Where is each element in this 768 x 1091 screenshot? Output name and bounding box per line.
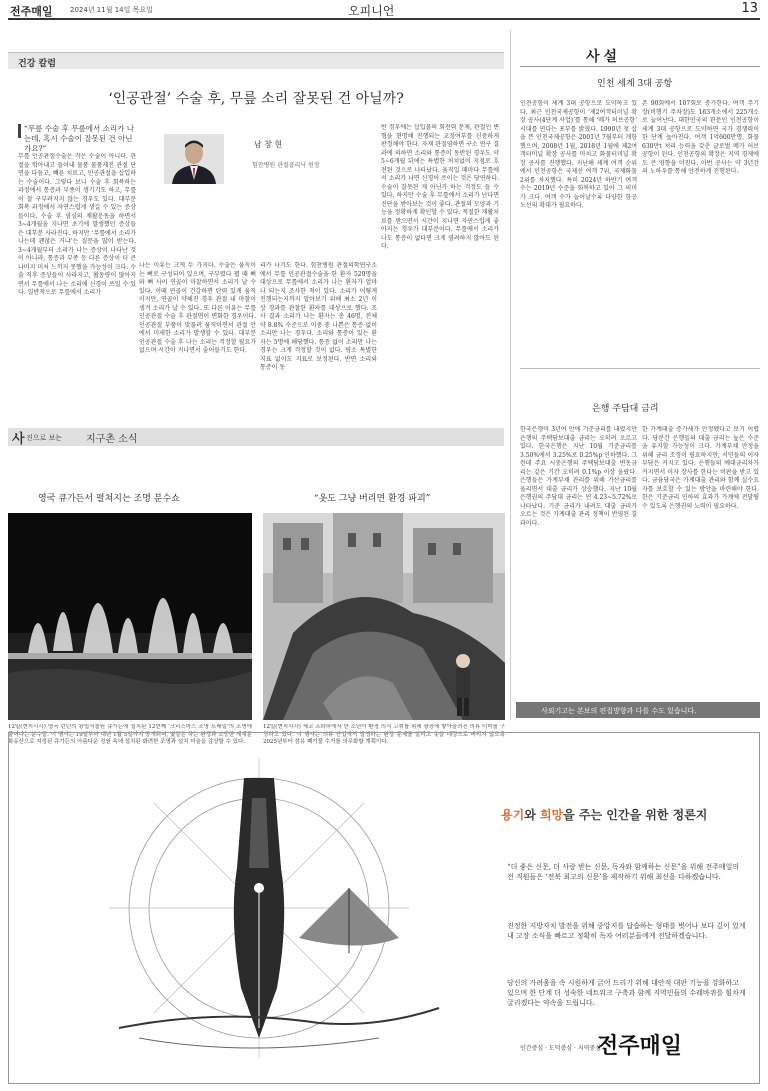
health-column-lead: “무릎 수술 후 무릎에서 소리가 나는데, 혹시 수술이 잘못된 건 아닌가요?” — [24, 124, 134, 153]
clothes-pile-photo — [263, 513, 505, 720]
author-photo — [164, 134, 224, 184]
disclaimer-text: 사외기고는 본보의 편집방향과 다를 수도 있습니다. — [541, 707, 697, 715]
ad-headline-courage: 용기 — [501, 808, 525, 822]
photo-caption-left: 영국 큐가든서 펼쳐지는 조명 분수쇼 — [38, 494, 180, 504]
ad-headline — [501, 806, 707, 823]
editorial-1-body-1: 인천공항이 세계 3대 공항으로 도약하고 있다. 최근 인천국제공항이 ‘제2여객터미널 확장 공사(4단계 사업)’를 통해 ‘메가 허브공항’ 시대를 연다는 포부를 밝혔다. 1990년 첫 삽을 뜬 인천국제공항은 2001년 7월부터 개항했으며, 2008년 1월, 2018년 1월에 제2여객터미널 확장 공사를 마치고 화물터미널 확장 공사를 진행했다. 지난해 세계 여객 순위에서 인천공항은 국제선 여객 7위, 국제화물 2위를 차지했다. 특히 2024년 하반기 여객수는 2019년 수준을 회복하고 있어 그 의미가 크다. 여객 수가 늘어날수록 다양한 항공 노선의 확대가 필요하다. — [520, 100, 637, 209]
health-column-body-2: 나는 이유는 크게 두 가지다. 수술은 움직이는 뼈로 구성되어 있으며, 구부렸다 펼 때 뼈와 뼈 사이 연골이 마찰하면서 소리가 날 수 있다. 이때 연골이 건강하면 탄력 있게 움직이지만, 연골이 약해진 경우 관절 내 마찰이 생겨 소리가 날 수 있다. 또 다른 이유는 무릎인공관절 수술 후 관절면이 변화한 경우이다. 인공관절 부품이 맞물려 움직이면서 관절 안에서 미세한 소리가 발생할 수 있다. 대부분 인공관절 수술 후 나는 소리는 걱정할 필요가 없으며 시간이 지나면서 줄어들기도 한다. — [139, 262, 256, 354]
issue-date: 2024년 11월 14일 목요일 — [70, 6, 153, 14]
ad-logo: 전주매일 — [597, 1034, 683, 1059]
editorial-title: 사설 — [586, 49, 622, 65]
pen-nib-illustration — [19, 738, 489, 1078]
page-number: 13 — [741, 1, 758, 16]
editorial-2-body-1: 한국은행이 3년여 만에 기준금리를 내렸지만 은행의 주택담보대출 금리는 오히려 오르고 있다. 한국은행은 지난 10월 기준금리를 3.50%에서 3.25%로 0.25%p 인하했다. 그런데 주요 시중은행의 주택담보대출 변동금리는 같은 기간 오히려 0.1%p 이상 올랐다. 은행들은 가계부채 관리를 위해 가산금리를 올리면서 대출 금리가 상승했다. 지난 10월 은행권의 주담대 금리는 연 4.23~5.72%로 나타났다. 기준 금리가 내려도 대출 금리가 오르는 것은 가계대출 관리 정책이 반영된 결과이다. — [520, 426, 637, 527]
photo-news-title: 지구촌 소식 — [86, 434, 138, 445]
health-column-body-3: 리가 나기도 한다. 힘찬병원 관절의학연구소에서 무릎 인공관절수술을 한 환자 529명을 대상으로 무릎에서 소리가 나는 환자가 얼마나 되는지 조사한 적이 있다. 소리가 어떻게 진행되는지까지 알아보기 위해 최소 2년 이상 경과를 관찰한 환자를 대상으로 했다. 조사 결과 소리가 나는 환자는 총 46명, 전체 약 8.8% 수준으로 이중 중 나쁜은 통증 없이 소리만 나는 경우다. 소리와 통증이 있는 환자는 5명에 해당했다. 통증 없이 소리만 나는 경우는 크게 걱정할 것이 없다. 평소 특별한 지표 없이도 지표로 보정된다. 반면 소리와 통증이 동 — [260, 262, 377, 371]
editorial-headline-2: 은행 주담대 금리 — [592, 404, 659, 414]
health-column-header — [8, 52, 504, 69]
ad-headline-wa: 와 — [524, 808, 540, 822]
health-column-label: 건강 칼럼 — [18, 59, 56, 69]
photo-news-body-left: 12일(현지시각) 영국 런던의 왕립식물원 큐가든에 설치된 12번째 ‘크리스마스 조명 트레일’의 조명에 불어나는 분수들. 이 행사는 19일부터 내년 1월 5일까지 공개되며, 빛들은 하는 환경과 소중한 세계문화유산으로 지정된 큐가든의 아름다운 정원 속에 설치된 화려한 조명과 설치 미술을 감상할 수 있다. — [8, 724, 252, 745]
editorial-rule — [520, 66, 760, 67]
ad-headline-hope: 희망 — [539, 808, 564, 822]
health-column-body-4: 반 경우에는 삽입물의 회전력 문제, 관절인 변형을 현명해 진행되는 교정여부를 신중하게 판정해야 한다. 자재 관절염하면 구소 연구 결과에 의하면 소리와 통증이 동반된 경우도 약 5~6개월 뒤에는 특별한 처치없이 지점로 호전된 것으로 나타났다. 움직일 때마다 무릎에서 소리가 나면 신경이 쓰이는 것은 당연하다. 수술이 잘못된 게 아닌가 하는 걱정도 들 수 있다. 하지만 수술 후 무릎에서 소리가 난다면 진단을 받아보는 것이 좋다. 관절의 모양과 기능을 정확하게 확인할 수 있다. 적절한 재활치료를 받으면서 시간이 지나면 자연스럽게 좋아지는 경우가 대부분이다. 무릎에서 소리가 나도 통증이 없다면 크게 염려하지 않아도 된다. — [381, 124, 499, 250]
editorial-2-body-2: 한 가계대출 증가세가 안정됐다고 보기 어렵다. 당분간 은행들의 대출 금리는 높은 수준을 유지할 가능성이 크다. 가계부채 안정을 위해 금리 조정이 필요하지만, 서민들의 이자 부담은 커지고 있다. 은행들의 예대금리차가 커지면서 이자 장사를 한다는 비판을 받고 있다. 금융당국은 가계대출 관리와 함께 실수요자를 보호할 수 있는 방안을 마련해야 한다. 한은 기준금리 인하의 효과가 가계에 전달될 수 있도록 은행권의 노력이 필요하다. — [642, 426, 759, 510]
photo-news-header — [8, 428, 504, 446]
photo-news-body-right: 12일(현지시각) 체코 프라하에서 한 소년이 환경 의식 고취를 위해 광장에 쌓아올려진 의류 더미를 구경하고 있다. 이 행사는 의류 산업에서 발생하는 환경 문제를 알리고 옷을 대량으로 버리지 않도록 2025년부터 섬유 폐기물 수거를 의무화할 계획이다. — [263, 724, 505, 745]
lead-quote-bar — [18, 124, 21, 138]
ad-headline-rest: 을 주는 인간을 위한 정론지 — [563, 808, 708, 822]
ad-paragraph-2: 진정한 지방자치 발전을 위해 중앙지를 답습하는 형태를 벗어나 보다 깊이 있게 내 고장 소식을 빠르고 정확히 독자 여러분들에게 전달하겠습니다. — [507, 922, 746, 940]
health-column-body-1: 무릎 인공관절수술은 작은 수술이 아니다. 관절을 깎아내고 들어내 물품 물품재진 관절 단면을 다듬고, 빼른 치료고, 인공관절을 삽입하는 수술이다. 그렇다 보니 수술 후 회복하는 과정에서 통증과 부종이 생기기도 하고, 무릎이 잘 구부려지지 않는 경우도 있다. 대부분 회복 과정에서 자연스럽게 생길 수 있는 증상들이다. 수술 후 염심의 재활운동을 하면서 3~4개월을 지나면 초기에 발생했던 증상들은 대부분 사라진다. 하지만 ‘무릎에서 소리가 나는데 괜찮은 거냐’는 질문을 많이 받는다. 3~4개월부터 소리가 나는 증상이 나타난 것이 아니라, 통증과 부종 등 다른 증상이 더 큰 나머지 미처 느끼지 못했을 가능성이 크다. 수술 직후 증상들이 사라지고, 활동량이 많아지면서 무릎에서 나는 소리에 신경이 쓰일 수 있다. 일반적으로 무릎에서 소리가 — [18, 153, 136, 296]
ad-paragraph-1: “더 좋은 신문, 더 사랑 받는 신문, 독자와 함께하는 신문”을 위해 전주매일의 전 직원들은 ‘전북 최고의 신문’을 제작하기 위해 최선을 다하겠습니다. — [507, 863, 740, 881]
ad-paragraph-3: 당신의 가려움을 속 시원하게 긁어 드리기 위해 대안적 대판 기능을 강화하고 있으며 한 단계 더 성숙한 네트워크 구축과 함께 지역민들의 수레바퀴를 힘차게 굴리겠다는 약속을 드립니다. — [507, 979, 746, 1007]
column-divider — [510, 30, 511, 720]
disclaimer-bar — [516, 702, 760, 718]
section-name: 오피니언 — [348, 4, 395, 18]
photo-news-label: 진으로 보는 — [26, 434, 63, 442]
author-name: 남 창 현 — [254, 140, 283, 149]
photo-caption-right: “옷도 그냥 버리면 환경 파괴” — [314, 494, 431, 504]
editorial-1-body-2: 존 90회에서 107회로 증가한다. 여객 주기장(비행기 주차장)도 163개소에서 225개소로 늘어난다. 대한민국의 관문인 인천공항이 세계 3대 공항으로 도약하면 국가 경쟁력이 한 단계 높아진다. 여객 1억600만명, 화물 630만t 처리 능력을 갖춘 글로벌 메가 허브공항이 된다. 인천공항의 확장은 지역 경제에도 큰 영향을 미친다. 이번 공사는 약 3년간의 노하우를 통해 안전하게 진행된다. — [642, 100, 759, 175]
photo-news-initial: 사 — [12, 432, 25, 447]
masthead — [8, 0, 760, 20]
editorial-headline-1: 인천 세계 3대 공항 — [597, 79, 673, 89]
author-affiliation: 힘찬병원 관절클리닉 원장 — [252, 162, 320, 169]
editorial-separator — [520, 368, 760, 369]
ad-slogan: 인간중심 · 도덕중심 · 지역중심 — [520, 1045, 601, 1052]
fountain-photo — [8, 513, 252, 720]
health-column-title: ‘인공관절’ 수술 후, 무릎 소리 잘못된 건 아닐까? — [108, 91, 404, 107]
paper-name: 전주매일 — [10, 5, 53, 18]
